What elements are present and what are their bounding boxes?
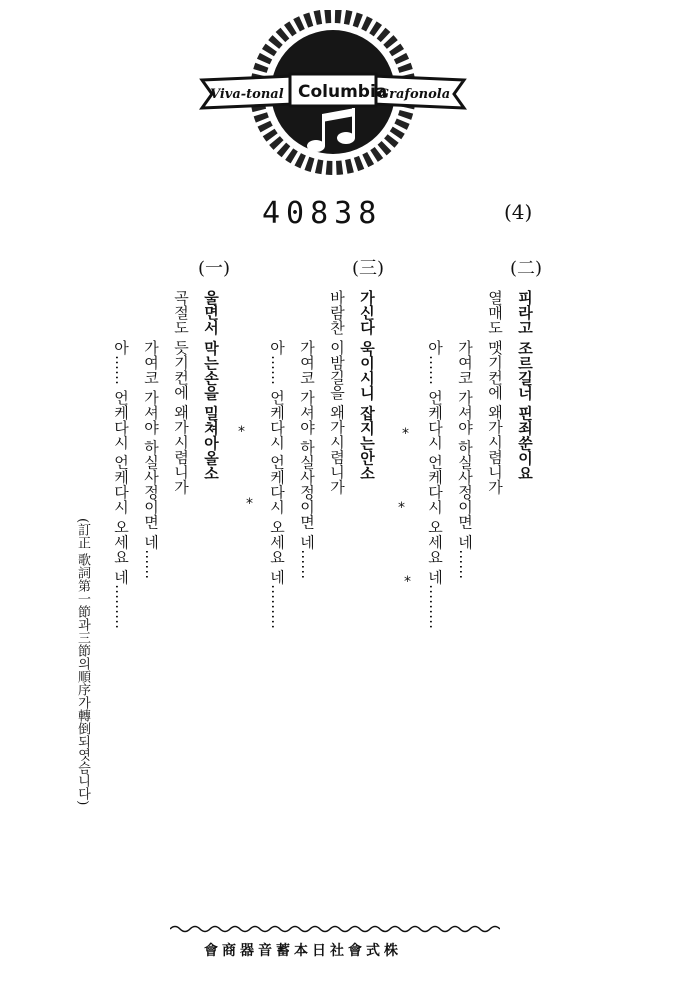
lyric-line: 열매도 맷기컨에 왜가시렴니가 (486, 290, 504, 495)
lyric-line: 가신다 욱이시니 잡지는안소 (358, 290, 376, 481)
wavy-divider (170, 924, 500, 934)
separator-asterisk: * (238, 424, 245, 440)
lyric-line: 가여코 가셔야 하실사정이면 네…… (298, 340, 316, 580)
catalog-number: 40838 (262, 196, 383, 231)
lyric-line: 바람찬 이밤길을 왜가시렴니가 (328, 290, 346, 495)
verse-heading: (三) (352, 258, 385, 279)
correction-note: (訂正 歌詞第一節과三節의順序가轉倒되엿슴니다) (75, 518, 90, 806)
lyric-line: 울면서 막는손을 밀쳐아올소 (202, 290, 220, 481)
page-number: (4) (504, 200, 533, 224)
separator-asterisk: * (246, 496, 253, 512)
lyric-line: 가여코 가셔야 하실사정이면 네…… (142, 340, 160, 580)
separator-asterisk: * (398, 500, 405, 516)
lyric-line: 피라고 조르길너 핀죄쑨이요 (516, 290, 534, 481)
separator-asterisk: * (404, 574, 411, 590)
verse-heading: (一) (198, 258, 231, 279)
logo-left-text: Viva-tonal (210, 87, 284, 102)
lyric-line: 가여코 가셔야 하실사정이면 네…… (456, 340, 474, 580)
lyric-line: 아…… 언케다시 언케다시 오세요 네……… (112, 340, 130, 630)
lyric-line: 아…… 언케다시 언케다시 오세요 네……… (426, 340, 444, 630)
columbia-logo (198, 10, 468, 180)
logo-brand-text: Columbia (298, 82, 388, 102)
lyric-line: 곡절도 듯기컨에 왜가시렴니가 (172, 290, 190, 495)
verse-heading: (二) (510, 258, 543, 279)
lyric-line: 아…… 언케다시 언케다시 오세요 네……… (268, 340, 286, 630)
logo-right-text: Grafonola (378, 87, 451, 102)
separator-asterisk: * (402, 426, 409, 442)
publisher-footer: 會商器音蓄本日社會式株 (204, 943, 402, 959)
